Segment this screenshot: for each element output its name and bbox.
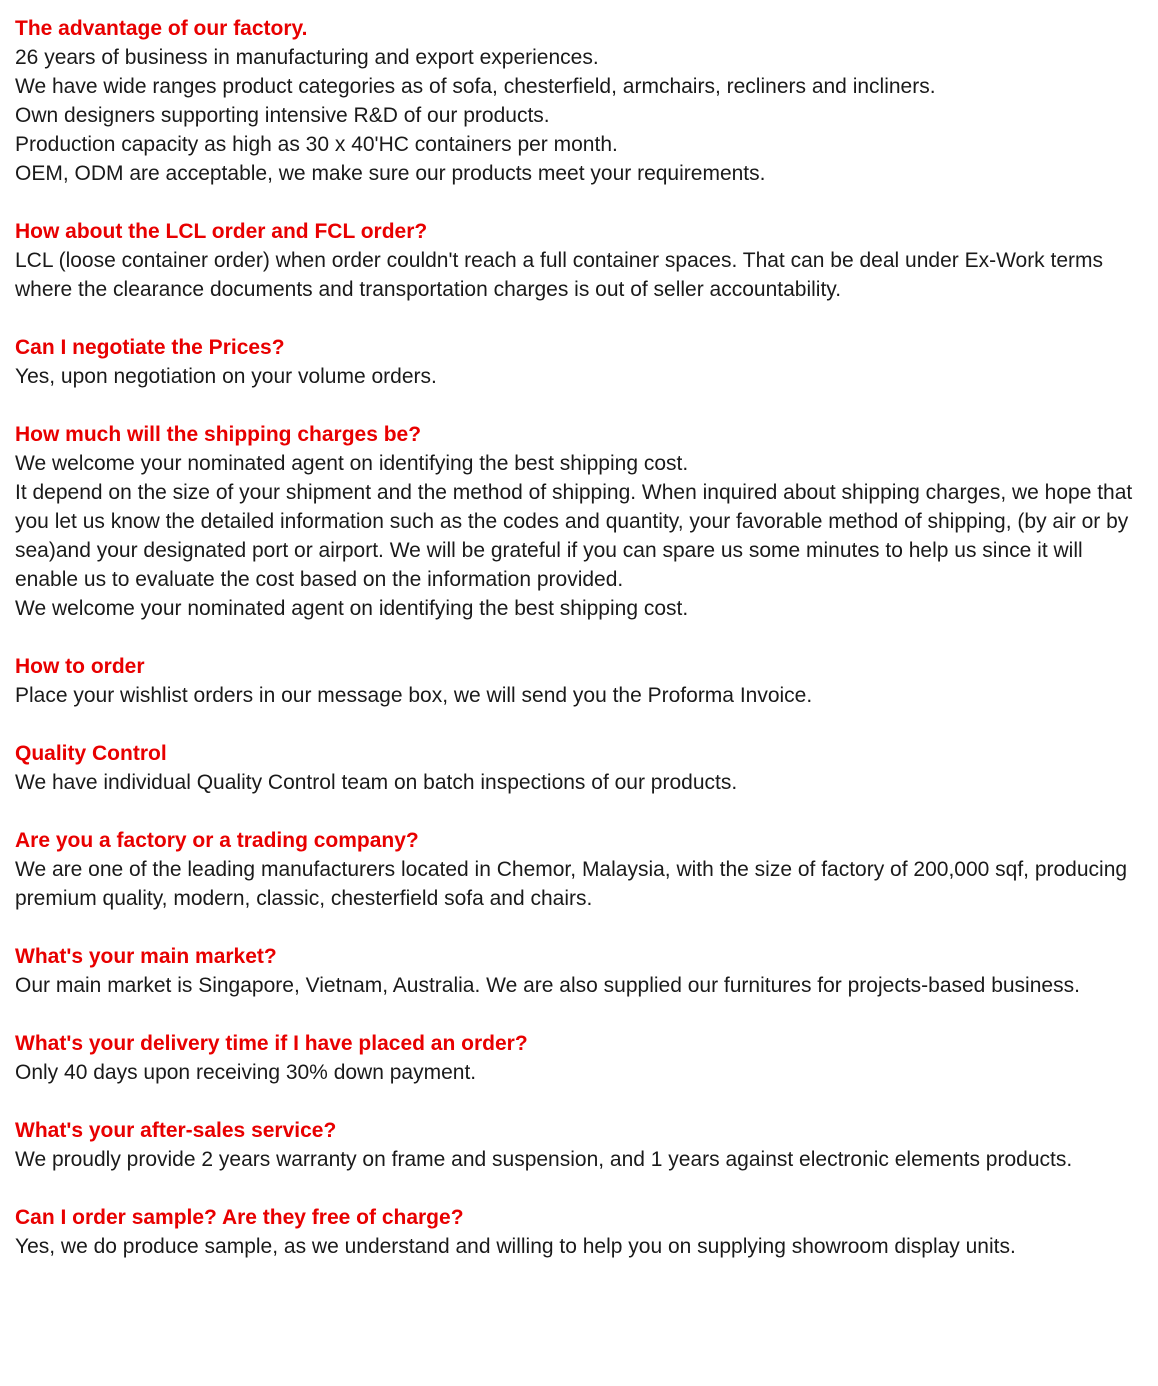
faq-question-heading: How about the LCL order and FCL order?	[15, 220, 428, 243]
faq-question-heading: The advantage of our factory.	[15, 17, 308, 40]
faq-question-heading: How to order	[15, 655, 145, 678]
faq-answer-line: We are one of the leading manufacturers located in Chemor, Malaysia, with the size of factory of 200,000 sqf, producing premium quality, modern, classic, chesterfield sofa and chairs.	[15, 858, 1128, 910]
faq-question-heading: What's your after-sales service?	[15, 1119, 337, 1142]
faq-answer-line: Our main market is Singapore, Vietnam, Australia. We are also supplied our furnitures for projects-based business.	[15, 974, 1080, 997]
faq-section	[15, 1203, 1142, 1261]
faq-section	[15, 1029, 1142, 1087]
faq-answer-line: Yes, we do produce sample, as we understand and willing to help you on supplying showroom display units.	[15, 1235, 1016, 1258]
faq-answer-line: Only 40 days upon receiving 30% down payment.	[15, 1061, 477, 1084]
faq-answer-line: 26 years of business in manufacturing and export experiences.	[15, 46, 599, 69]
faq-question-heading: Can I negotiate the Prices?	[15, 336, 285, 359]
faq-answer-line: We proudly provide 2 years warranty on frame and suspension, and 1 years against electronic elements products.	[15, 1148, 1073, 1171]
faq-section	[15, 826, 1142, 913]
faq-answer-line: LCL (loose container order) when order couldn't reach a full container spaces. That can be deal under Ex-Work terms where the clearance documents and transportation charges is out of seller accountability.	[15, 249, 1104, 301]
faq-answer-line: Yes, upon negotiation on your volume orders.	[15, 365, 437, 388]
faq-answer-line: We have individual Quality Control team on batch inspections of our products.	[15, 771, 738, 794]
faq-section	[15, 217, 1142, 304]
faq-answer-line: OEM, ODM are acceptable, we make sure our products meet your requirements.	[15, 162, 766, 185]
faq-question-heading: How much will the shipping charges be?	[15, 423, 422, 446]
faq-question-heading: Can I order sample? Are they free of charge?	[15, 1206, 464, 1229]
faq-question-heading: Quality Control	[15, 742, 167, 765]
faq-answer-line: We have wide ranges product categories as of sofa, chesterfield, armchairs, recliners and incliners.	[15, 75, 936, 98]
faq-section	[15, 652, 1142, 710]
faq-answer-line: Production capacity as high as 30 x 40'HC containers per month.	[15, 133, 618, 156]
faq-question-heading: What's your main market?	[15, 945, 277, 968]
faq-section	[15, 14, 1142, 188]
faq-question-heading: Are you a factory or a trading company?	[15, 829, 419, 852]
faq-answer-line: It depend on the size of your shipment and the method of shipping. When inquired about shipping charges, we hope that you let us know the detailed information such as the codes and quantity, your favorable method of shipping, (by air or by sea)and your designated port or airport. We will be grateful if you can spare us some minutes to help us since it will enable us to evaluate the cost based on the information provided.	[15, 481, 1133, 591]
faq-section	[15, 1116, 1142, 1174]
faq-section	[15, 333, 1142, 391]
faq-section	[15, 739, 1142, 797]
faq-section	[15, 942, 1142, 1000]
faq-section	[15, 420, 1142, 623]
faq-answer-line: We welcome your nominated agent on identifying the best shipping cost.	[15, 452, 689, 475]
faq-question-heading: What's your delivery time if I have placed an order?	[15, 1032, 528, 1055]
faq-answer-line: Place your wishlist orders in our message box, we will send you the Proforma Invoice.	[15, 684, 813, 707]
faq-answer-line: We welcome your nominated agent on identifying the best shipping cost.	[15, 597, 689, 620]
faq-answer-line: Own designers supporting intensive R&D of our products.	[15, 104, 550, 127]
